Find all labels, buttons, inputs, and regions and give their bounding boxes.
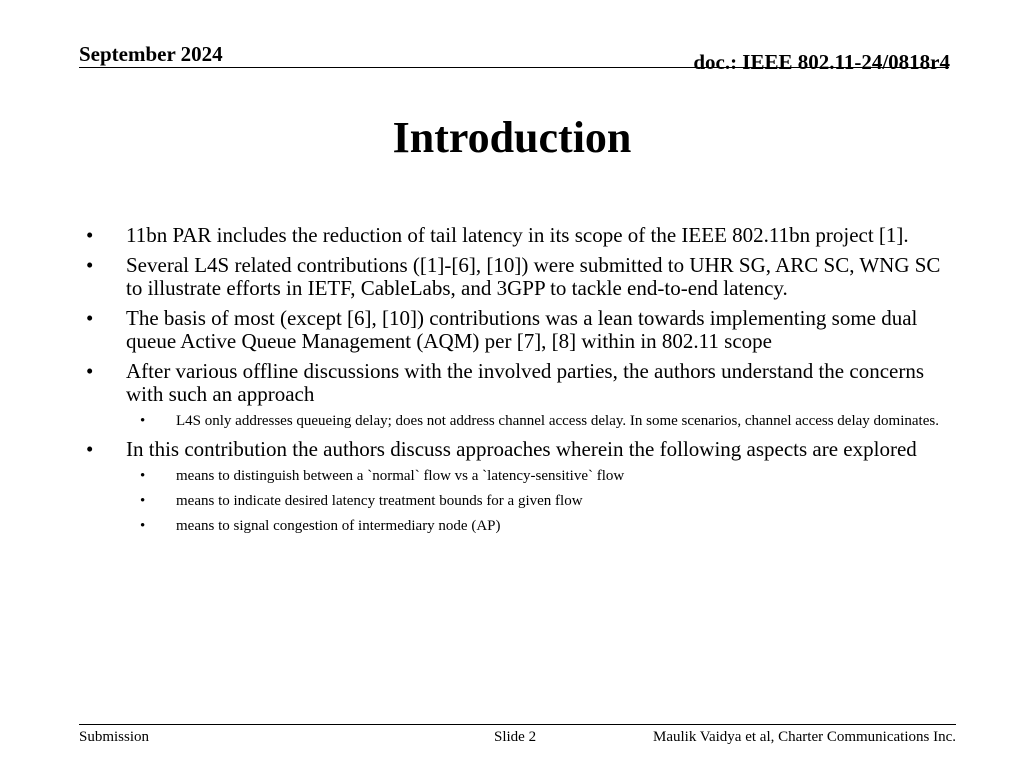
header-divider [79, 67, 949, 68]
sub-bullet-item [86, 493, 946, 510]
sub-bullet-item [86, 468, 946, 485]
sub-bullet-list [86, 413, 946, 430]
bullet-item [86, 224, 946, 247]
sub-bullet-item [86, 413, 946, 430]
bullet-text: Several L4S related contributions ([1]-[6], [10]) were submitted to UHR SG, ARC SC, WNG SC to illustrate efforts in IETF, CableLabs, and 3GPP to tackle end-to-end latency. [126, 253, 941, 300]
sub-bullet-text: means to indicate desired latency treatment bounds for a given flow [176, 493, 583, 509]
sub-bullet-marker: • [140, 468, 146, 484]
bullet-item [86, 254, 946, 300]
bullet-marker: • [86, 253, 94, 277]
bullet-marker: • [86, 223, 94, 247]
footer-slide-number: Slide 2 [494, 729, 537, 745]
sub-bullet-marker: • [140, 493, 146, 509]
bullet-item [86, 360, 946, 406]
bullet-marker: • [86, 437, 94, 461]
footer-authors: Maulik Vaidya et al, Charter Communications Inc. [653, 729, 956, 745]
sub-bullet-text: means to signal congestion of intermediary node (AP) [176, 518, 501, 534]
bullet-item [86, 438, 946, 461]
bullet-text: 11bn PAR includes the reduction of tail latency in its scope of the IEEE 802.11bn project [1]. [126, 223, 909, 247]
bullet-item [86, 307, 946, 353]
sub-bullet-item [86, 518, 946, 535]
bullet-text: After various offline discussions with the involved parties, the authors understand the concerns with such an approach [126, 359, 925, 406]
footer-submission: Submission [79, 729, 150, 745]
sub-bullet-marker: • [140, 413, 146, 429]
slide-title: Introduction [392, 113, 632, 162]
slide-body [86, 224, 946, 543]
header-doc-id: doc.: IEEE 802.11-24/0818r4 [693, 50, 950, 74]
header-date: September 2024 [79, 42, 223, 66]
sub-bullet-marker: • [140, 518, 146, 534]
sub-bullet-text: means to distinguish between a `normal` flow vs a `latency-sensitive` flow [176, 468, 625, 484]
footer-divider [79, 724, 956, 725]
bullet-marker: • [86, 306, 94, 330]
bullet-text: In this contribution the authors discuss approaches wherein the following aspects are explored [126, 437, 917, 461]
bullet-marker: • [86, 359, 94, 383]
sub-bullet-text: L4S only addresses queueing delay; does not address channel access delay. In some scenarios, channel access delay dominates. [176, 413, 939, 429]
sub-bullet-list [86, 468, 946, 535]
bullet-text: The basis of most (except [6], [10]) contributions was a lean towards implementing some dual queue Active Queue Management (AQM) per [7], [8] within in 802.11 scope [126, 306, 918, 353]
